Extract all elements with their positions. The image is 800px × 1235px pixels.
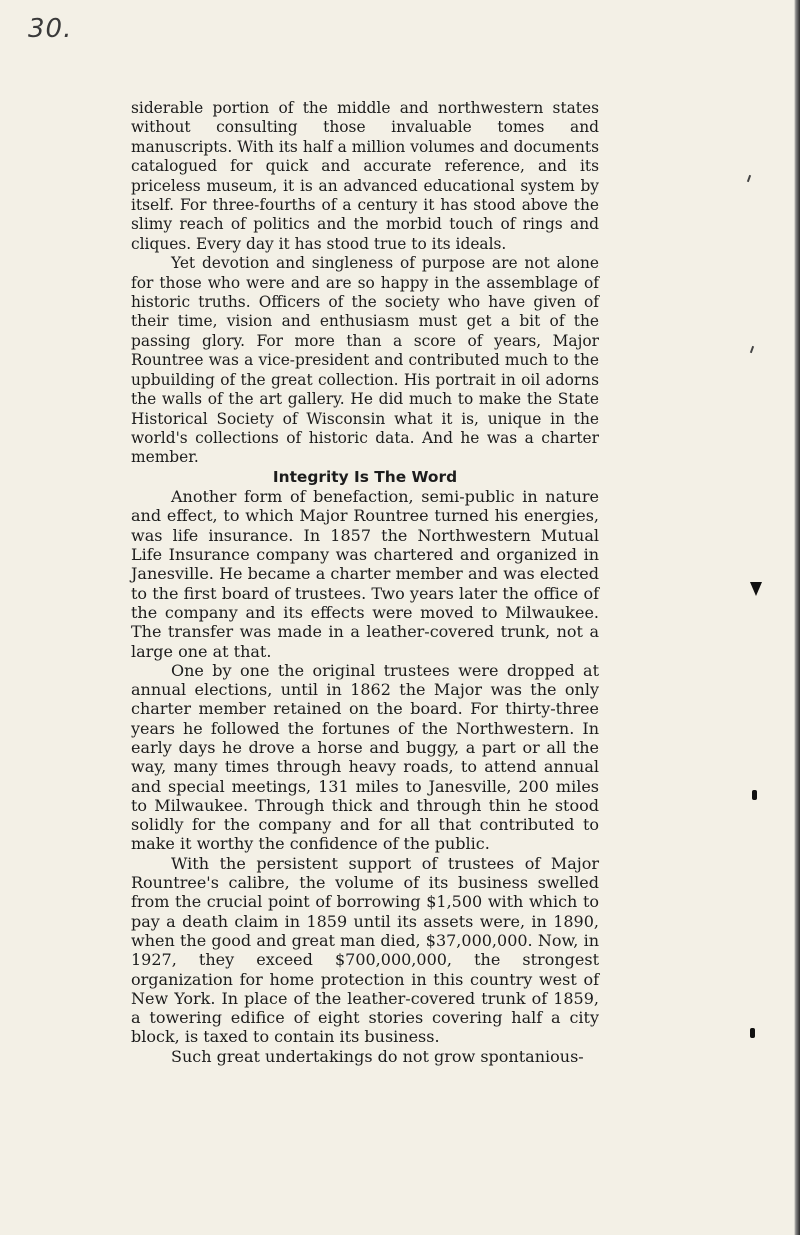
paragraph-6: Such great undertakings do not grow spontanious- (171, 1046, 584, 1066)
paragraph-2: Yet devotion and singleness of purpose are not alone for those who were and are so happy in the assemblage of historic truths. Officers of the society who have given of their time, vision and enthusiasm must get a bit of the passing glory. For more than a score of years, Major Rountree was a vice-president and contributed much to the upbuilding of the great collection. His portrait in oil adorns the walls of the art gallery. He did much to make the State Historical Society of Wisconsin what it is, unique in the world's collections of historic data. And he was a charter member. (131, 254, 599, 467)
margin-mark (750, 346, 754, 353)
margin-mark (747, 175, 751, 182)
page-number: 30. (28, 14, 73, 44)
margin-dot-mark (750, 1028, 755, 1038)
page-edge-shadow (794, 0, 800, 1235)
section-heading: Integrity Is The Word (272, 467, 458, 486)
paragraph-4: One by one the original trustees were dropped at annual elections, until in 1862 the Major was the only charter member retained on the board. For thirty-three years he followed the fortunes of the Northwestern. In early days he drove a horse and buggy, a part or all the way, many times through heavy roads, to attend annual and special meetings, 131 miles to Janesville, 200 miles to Milwaukee. Through thick and through thin he stood solidly for the company and for all that contributed to make it worthy the confidence of the public. (131, 660, 599, 854)
section-body (131, 487, 599, 1066)
margin-arrow-mark (750, 582, 762, 596)
margin-dot-mark (752, 790, 757, 800)
paragraph-5: With the persistent support of trustees of Major Rountree's calibre, the volume of its business swelled from the crucial point of borrowing $1,500 with which to pay a death claim in 1859 until its assets were, in 1890, when the good and great man died, $37,000,000. Now, in 1927, they exceed $700,000,000, the strongest organization for home protection in this country west of New York. In place of the leather-covered trunk of 1859, a towering edifice of eight stories covering half a city block, is taxed to contain its business. (131, 853, 599, 1047)
paragraph-3: Another form of benefaction, semi-public in nature and effect, to which Major Rountree turned his energies, was life insurance. In 1857 the Northwestern Mutual Life Insurance company was chartered and organized in Janesville. He became a charter member and was elected to the first board of trustees. Two years later the office of the company and its effects were moved to Milwaukee. The transfer was made in a leather-covered trunk, not a large one at that. (131, 487, 599, 661)
text-column (131, 99, 599, 1066)
paragraph-1: siderable portion of the middle and northwestern states without consulting those invaluable tomes and manuscripts. With its half a million volumes and documents catalogued for quick and accurate reference, and its priceless museum, it is an advanced educational system by itself. For three-fourths of a century it has stood above the slimy reach of politics and the morbid touch of rings and cliques. Every day it has stood true to its ideals. (131, 99, 599, 253)
